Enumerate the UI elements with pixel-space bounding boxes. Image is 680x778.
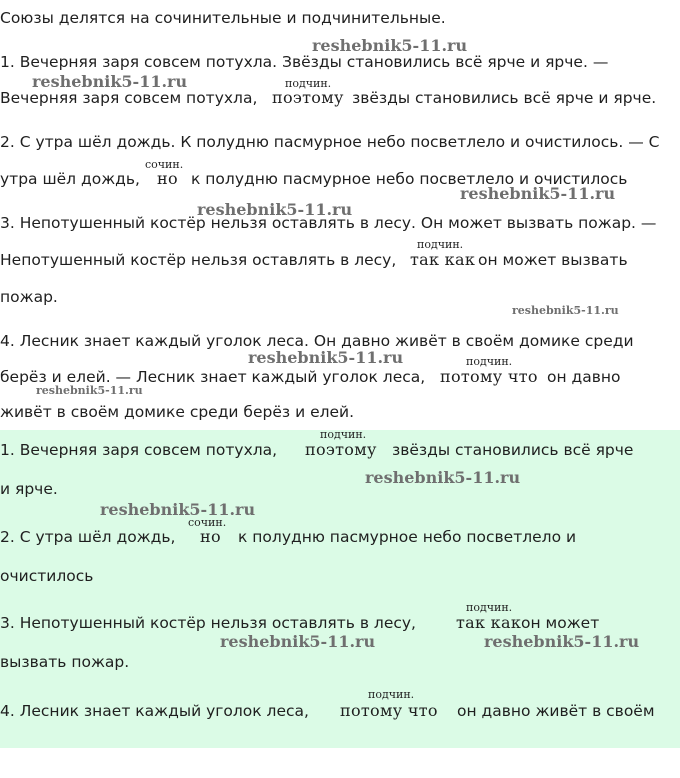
watermark: reshebnik5-11.ru xyxy=(36,384,143,397)
sentence-4-line-3: живёт в своём домике среди берёз и елей. xyxy=(0,403,355,421)
answer-1-line-1a: 1. Вечерняя заря совсем потухла, xyxy=(0,441,278,459)
conjunction-no: но xyxy=(200,527,221,546)
answer-2-line-1b: к полудню пасмурное небо посветлело и xyxy=(238,528,577,546)
sentence-1-line-2b: звёзды становились всё ярче и ярче. xyxy=(352,89,657,107)
label-subordinate: подчин. xyxy=(417,238,464,251)
watermark: reshebnik5-11.ru xyxy=(220,632,376,651)
conjunction-tak-kak: так как xyxy=(456,613,522,632)
watermark: reshebnik5-11.ru xyxy=(248,348,404,367)
sentence-2-line-1: 2. С утра шёл дождь. К полудню пасмурное небо посветлело и очистилось. — С xyxy=(0,133,660,151)
label-subordinate: подчин. xyxy=(466,601,513,614)
answer-2-line-1a: 2. С утра шёл дождь, xyxy=(0,528,176,546)
answer-3-line-2: вызвать пожар. xyxy=(0,653,130,671)
sentence-4-line-1: 4. Лесник знает каждый уголок леса. Он давно живёт в своём домике среди xyxy=(0,332,634,350)
conjunction-potomu-chto: потому что xyxy=(340,701,438,720)
sentence-1-line-2a: Вечерняя заря совсем потухла, xyxy=(0,89,258,107)
label-subordinate: подчин. xyxy=(368,688,415,701)
watermark: reshebnik5-11.ru xyxy=(197,200,353,219)
watermark: reshebnik5-11.ru xyxy=(460,184,616,203)
conjunction-poetomu: поэтому xyxy=(272,88,344,107)
answer-1-line-2: и ярче. xyxy=(0,480,58,498)
label-subordinate: подчин. xyxy=(466,355,513,368)
watermark: reshebnik5-11.ru xyxy=(512,304,619,317)
answer-4-line-1b: он давно живёт в своём xyxy=(457,702,655,720)
conjunction-poetomu: поэтому xyxy=(305,440,377,459)
answer-4-line-1a: 4. Лесник знает каждый уголок леса, xyxy=(0,702,309,720)
watermark: reshebnik5-11.ru xyxy=(484,632,640,651)
intro-text: Союзы делятся на сочинительные и подчинительные. xyxy=(0,9,446,27)
answer-3-line-1b: он может xyxy=(521,614,600,632)
watermark: reshebnik5-11.ru xyxy=(365,468,521,487)
label-coordinating: сочин. xyxy=(188,516,227,529)
sentence-3-line-2b: он может вызвать xyxy=(478,251,628,269)
label-coordinating: сочин. xyxy=(145,158,184,171)
sentence-1-line-1: 1. Вечерняя заря совсем потухла. Звёзды становились всё ярче и ярче. — xyxy=(0,53,609,71)
sentence-2-line-2b: к полудню пасмурное небо посветлело и очистилось xyxy=(191,170,628,188)
answer-2-line-2: очистилось xyxy=(0,567,94,585)
sentence-3-line-1: 3. Непотушенный костёр нельзя оставлять в лесу. Он может вызвать пожар. — xyxy=(0,214,657,232)
conjunction-no: но xyxy=(157,169,178,188)
label-subordinate: подчин. xyxy=(285,77,332,90)
conjunction-potomu-chto: потому что xyxy=(440,367,538,386)
sentence-3-line-2a: Непотушенный костёр нельзя оставлять в лесу, xyxy=(0,251,397,269)
sentence-4-line-2a: берёз и елей. — Лесник знает каждый уголок леса, xyxy=(0,368,426,386)
watermark: reshebnik5-11.ru xyxy=(32,72,188,91)
answer-1-line-1b: звёзды становились всё ярче xyxy=(392,441,634,459)
sentence-4-line-2b: он давно xyxy=(547,368,621,386)
watermark: reshebnik5-11.ru xyxy=(312,36,468,55)
label-subordinate: подчин. xyxy=(320,428,367,441)
answer-3-line-1a: 3. Непотушенный костёр нельзя оставлять в лесу, xyxy=(0,614,416,632)
sentence-3-line-3: пожар. xyxy=(0,288,58,306)
watermark: reshebnik5-11.ru xyxy=(100,500,256,519)
conjunction-tak-kak: так как xyxy=(410,250,476,269)
sentence-2-line-2a: утра шёл дождь, xyxy=(0,170,140,188)
